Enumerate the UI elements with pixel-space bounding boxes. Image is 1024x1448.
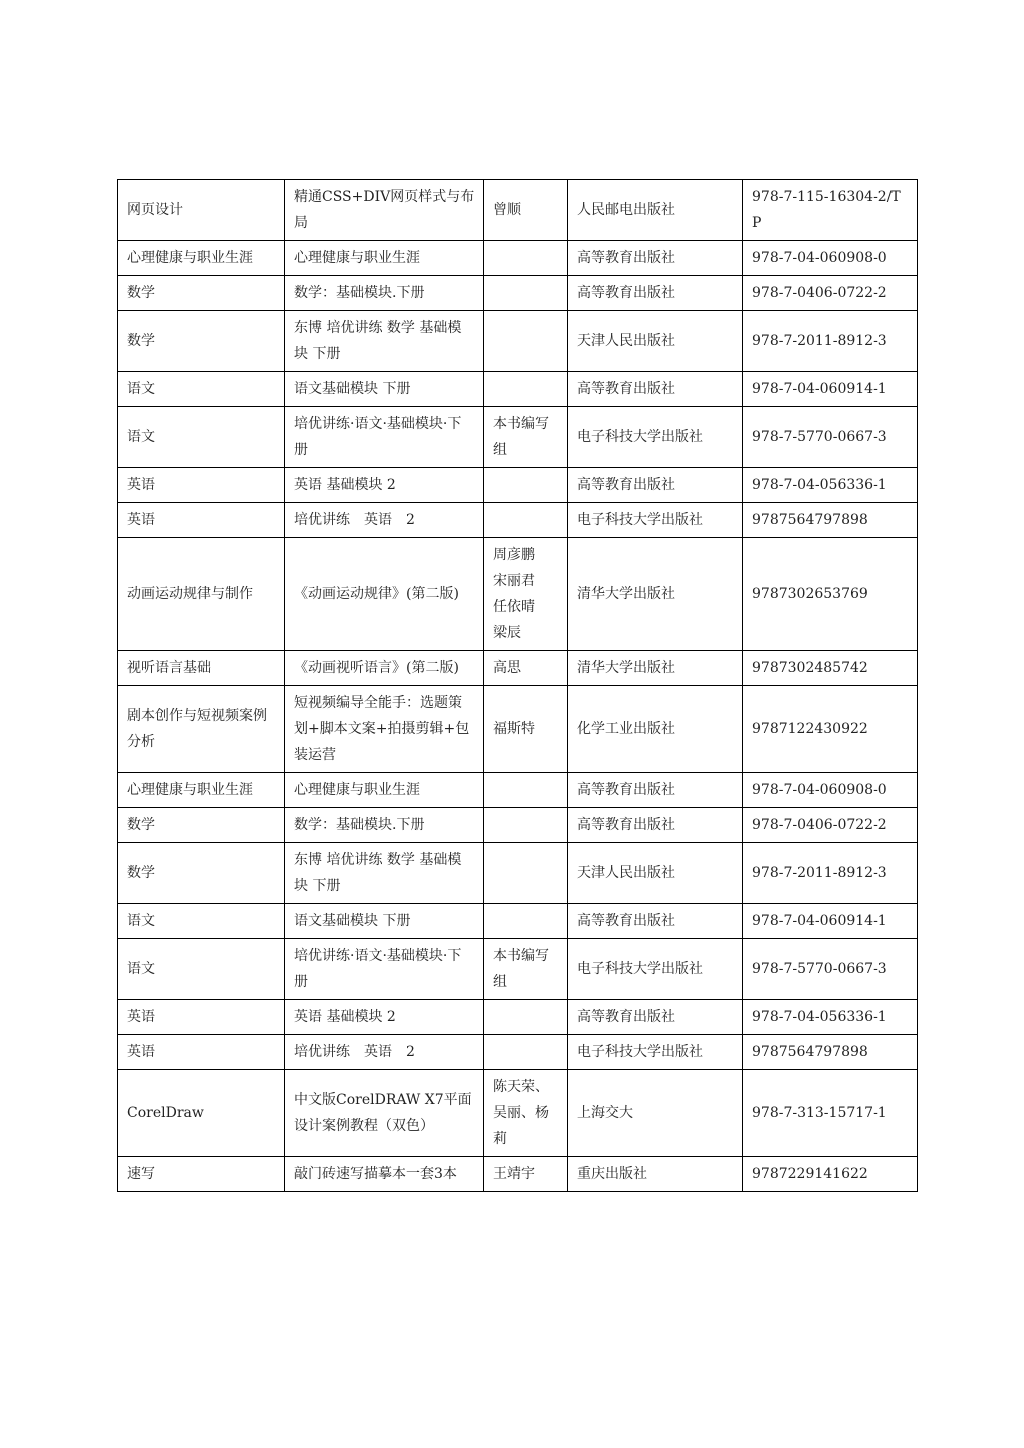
author-cell <box>484 276 568 311</box>
author-cell <box>484 503 568 538</box>
publisher-cell: 人民邮电出版社 <box>568 180 743 241</box>
author-cell <box>484 538 568 651</box>
table-row <box>118 939 918 1000</box>
isbn-cell: 9787302485742 <box>743 651 918 686</box>
course-cell: 英语 <box>118 468 285 503</box>
table-row <box>118 372 918 407</box>
isbn-cell: 978-7-04-060908-0 <box>743 773 918 808</box>
isbn-cell: 978-7-313-15717-1 <box>743 1070 918 1157</box>
isbn-cell: 9787122430922 <box>743 686 918 773</box>
author-cell: 曾顺 <box>484 180 568 241</box>
course-cell: CorelDraw <box>118 1070 285 1157</box>
publisher-cell: 化学工业出版社 <box>568 686 743 773</box>
title-cell: 《动画运动规律》(第二版) <box>285 538 484 651</box>
publisher-cell: 高等教育出版社 <box>568 1000 743 1035</box>
author-cell: 福斯特 <box>484 686 568 773</box>
title-cell: 培优讲练 英语 2 <box>285 503 484 538</box>
table-row <box>118 1035 918 1070</box>
publisher-cell: 电子科技大学出版社 <box>568 503 743 538</box>
title-cell: 语文基础模块 下册 <box>285 904 484 939</box>
isbn-cell: 978-7-04-056336-1 <box>743 1000 918 1035</box>
course-cell: 视听语言基础 <box>118 651 285 686</box>
table-row <box>118 311 918 372</box>
publisher-cell: 高等教育出版社 <box>568 468 743 503</box>
course-cell: 数学 <box>118 276 285 311</box>
title-cell: 英语 基础模块 2 <box>285 468 484 503</box>
title-cell: 数学：基础模块.下册 <box>285 808 484 843</box>
isbn-cell: 978-7-04-060908-0 <box>743 241 918 276</box>
course-cell: 语文 <box>118 939 285 1000</box>
publisher-cell: 清华大学出版社 <box>568 651 743 686</box>
course-cell: 剧本创作与短视频案例分析 <box>118 686 285 773</box>
isbn-cell: 978-7-0406-0722-2 <box>743 276 918 311</box>
author-cell <box>484 468 568 503</box>
table-row <box>118 407 918 468</box>
title-cell: 东博 培优讲练 数学 基础模块 下册 <box>285 311 484 372</box>
table-row <box>118 241 918 276</box>
title-cell: 心理健康与职业生涯 <box>285 241 484 276</box>
title-cell: 数学：基础模块.下册 <box>285 276 484 311</box>
author-cell <box>484 808 568 843</box>
publisher-cell: 高等教育出版社 <box>568 372 743 407</box>
title-cell: 精通CSS+DIV网页样式与布局 <box>285 180 484 241</box>
textbook-table <box>117 179 918 1192</box>
author-cell <box>484 1035 568 1070</box>
isbn-cell: 9787302653769 <box>743 538 918 651</box>
title-cell: 培优讲练 英语 2 <box>285 1035 484 1070</box>
course-cell: 心理健康与职业生涯 <box>118 241 285 276</box>
author-name: 周彦鹏 <box>493 547 535 563</box>
author-name: 梁辰 <box>493 625 521 641</box>
table-row <box>118 503 918 538</box>
course-cell: 英语 <box>118 1035 285 1070</box>
course-cell: 动画运动规律与制作 <box>118 538 285 651</box>
title-cell: 短视频编导全能手：选题策划+脚本文案+拍摄剪辑+包装运营 <box>285 686 484 773</box>
author-cell: 本书编写组 <box>484 407 568 468</box>
course-cell: 数学 <box>118 843 285 904</box>
table-row <box>118 1070 918 1157</box>
publisher-cell: 高等教育出版社 <box>568 276 743 311</box>
table-row <box>118 180 918 241</box>
textbook-table-body <box>118 180 918 1192</box>
isbn-cell: 9787564797898 <box>743 1035 918 1070</box>
title-cell: 《动画视听语言》(第二版) <box>285 651 484 686</box>
course-cell: 语文 <box>118 904 285 939</box>
title-cell: 培优讲练·语文·基础模块·下册 <box>285 939 484 1000</box>
course-cell: 语文 <box>118 372 285 407</box>
author-cell <box>484 773 568 808</box>
course-cell: 网页设计 <box>118 180 285 241</box>
course-cell: 语文 <box>118 407 285 468</box>
course-cell: 英语 <box>118 503 285 538</box>
author-cell <box>484 311 568 372</box>
table-row <box>118 686 918 773</box>
author-cell <box>484 372 568 407</box>
course-cell: 英语 <box>118 1000 285 1035</box>
publisher-cell: 天津人民出版社 <box>568 843 743 904</box>
isbn-cell: 978-7-5770-0667-3 <box>743 407 918 468</box>
title-cell: 中文版CorelDRAW X7平面设计案例教程（双色） <box>285 1070 484 1157</box>
publisher-cell: 电子科技大学出版社 <box>568 939 743 1000</box>
publisher-cell: 高等教育出版社 <box>568 808 743 843</box>
table-row <box>118 843 918 904</box>
publisher-cell: 电子科技大学出版社 <box>568 407 743 468</box>
publisher-cell: 高等教育出版社 <box>568 773 743 808</box>
course-cell: 心理健康与职业生涯 <box>118 773 285 808</box>
table-row <box>118 651 918 686</box>
author-cell <box>484 1000 568 1035</box>
author-cell: 王靖宇 <box>484 1157 568 1192</box>
author-name: 宋丽君 <box>493 573 535 589</box>
title-cell: 心理健康与职业生涯 <box>285 773 484 808</box>
title-cell: 东博 培优讲练 数学 基础模块 下册 <box>285 843 484 904</box>
author-cell: 陈天荣、吴丽、杨莉 <box>484 1070 568 1157</box>
publisher-cell: 电子科技大学出版社 <box>568 1035 743 1070</box>
author-cell <box>484 904 568 939</box>
isbn-cell: 978-7-115-16304-2/TP <box>743 180 918 241</box>
title-cell: 培优讲练·语文·基础模块·下册 <box>285 407 484 468</box>
table-row <box>118 1000 918 1035</box>
table-row <box>118 773 918 808</box>
author-cell: 高思 <box>484 651 568 686</box>
author-cell <box>484 843 568 904</box>
table-row <box>118 1157 918 1192</box>
publisher-cell: 天津人民出版社 <box>568 311 743 372</box>
publisher-cell: 上海交大 <box>568 1070 743 1157</box>
table-row <box>118 538 918 651</box>
table-row <box>118 468 918 503</box>
author-cell <box>484 241 568 276</box>
title-cell: 英语 基础模块 2 <box>285 1000 484 1035</box>
course-cell: 数学 <box>118 808 285 843</box>
isbn-cell: 978-7-04-056336-1 <box>743 468 918 503</box>
table-row <box>118 808 918 843</box>
publisher-cell: 高等教育出版社 <box>568 904 743 939</box>
publisher-cell: 高等教育出版社 <box>568 241 743 276</box>
title-cell: 敲门砖速写描摹本一套3本 <box>285 1157 484 1192</box>
table-row <box>118 904 918 939</box>
table-row <box>118 276 918 311</box>
isbn-cell: 978-7-04-060914-1 <box>743 904 918 939</box>
isbn-cell: 9787229141622 <box>743 1157 918 1192</box>
publisher-cell: 清华大学出版社 <box>568 538 743 651</box>
isbn-cell: 978-7-0406-0722-2 <box>743 808 918 843</box>
isbn-cell: 978-7-2011-8912-3 <box>743 843 918 904</box>
publisher-cell: 重庆出版社 <box>568 1157 743 1192</box>
author-name: 任依晴 <box>493 599 535 615</box>
author-cell: 本书编写组 <box>484 939 568 1000</box>
isbn-cell: 978-7-04-060914-1 <box>743 372 918 407</box>
isbn-cell: 978-7-2011-8912-3 <box>743 311 918 372</box>
course-cell: 数学 <box>118 311 285 372</box>
isbn-cell: 9787564797898 <box>743 503 918 538</box>
course-cell: 速写 <box>118 1157 285 1192</box>
isbn-cell: 978-7-5770-0667-3 <box>743 939 918 1000</box>
title-cell: 语文基础模块 下册 <box>285 372 484 407</box>
document-page <box>117 179 917 1192</box>
